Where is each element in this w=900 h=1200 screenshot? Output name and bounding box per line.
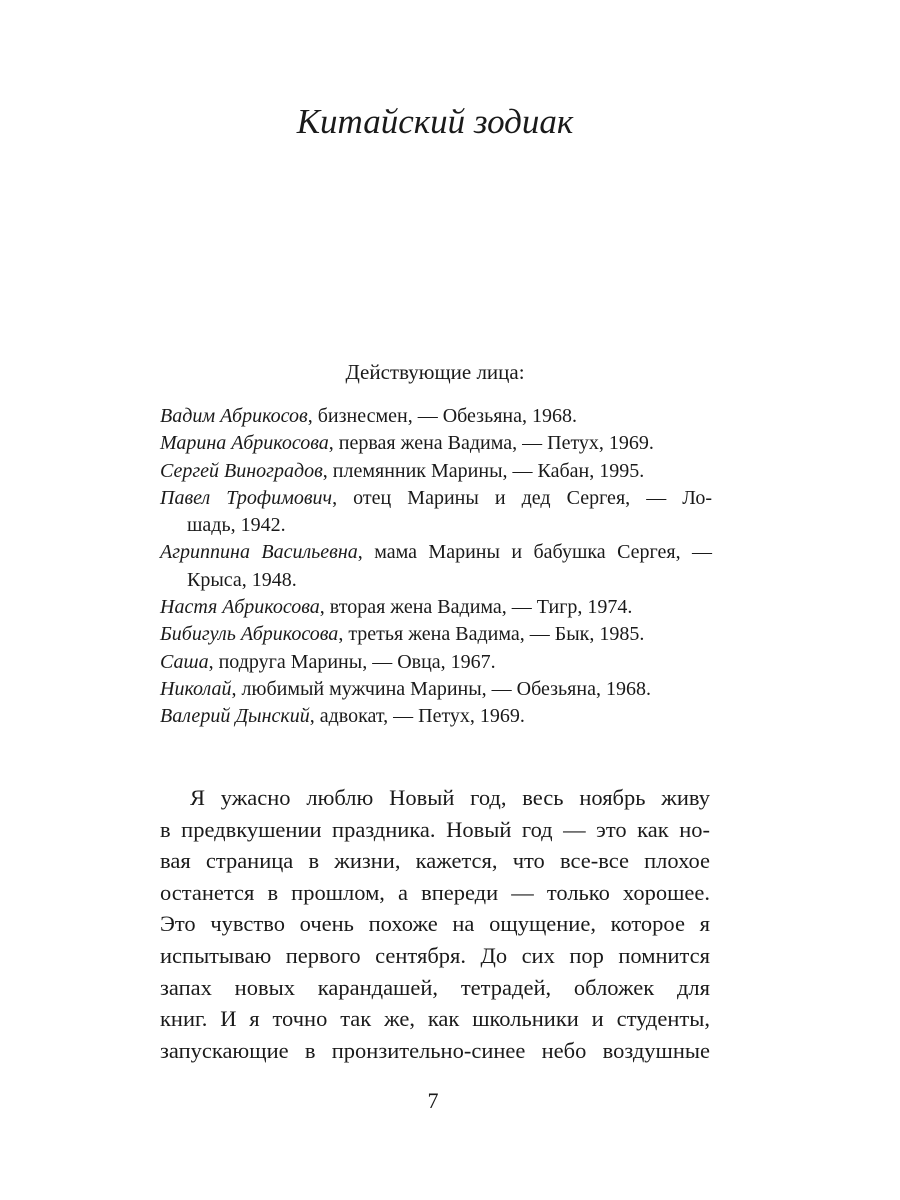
cast-description: , отец Марины и дед Сергея, — Ло-: [332, 486, 712, 509]
cast-description: , мама Марины и бабушка Сергея, —: [357, 541, 713, 564]
cast-entry: [160, 649, 712, 676]
paragraph-line: Я ужасно люблю Новый год, весь ноябрь живу: [190, 785, 710, 810]
cast-entry: [160, 676, 712, 703]
cast-entry: [160, 458, 712, 485]
cast-description: , адвокат, — Петух, 1969.: [309, 705, 525, 728]
page-number: 7: [427, 1088, 439, 1113]
cast-description: , любимый мужчина Марины, — Обезьяна, 1968.: [231, 677, 651, 700]
cast-name: Валерий Дынский: [160, 705, 310, 728]
cast-name: Марина Абрикосова: [160, 432, 329, 455]
paragraph-line: вая страница в жизни, кажется, что все-все плохое: [160, 848, 710, 874]
cast-list: [160, 403, 712, 731]
paragraph-line: запускающие в пронзительно-синее небо воздушные: [160, 1037, 710, 1063]
body-paragraph: [160, 782, 710, 1066]
cast-entry: [160, 539, 712, 566]
cast-name: Вадим Абрикосов: [160, 405, 308, 427]
paragraph-line: в предвкушении праздника. Новый год — это как но-: [160, 816, 710, 842]
cast-description: , первая жена Вадима, — Петух, 1969.: [328, 432, 654, 455]
cast-entry: [160, 485, 712, 512]
cast-entry-continuation: шадь, 1942.: [187, 514, 286, 537]
cast-description: , третья жена Вадима, — Бык, 1985.: [338, 623, 645, 646]
cast-description: , подруга Марины, — Овца, 1967.: [208, 650, 496, 673]
cast-entry: [160, 430, 712, 457]
cast-entry: [160, 594, 712, 621]
cast-description: , племянник Марины, — Кабан, 1995.: [322, 459, 645, 482]
paragraph-line: останется в прошлом, а впереди — только хорошее.: [160, 879, 710, 905]
cast-entry: [160, 403, 712, 430]
cast-name: Сергей Виноградов: [160, 459, 323, 482]
cast-name: Павел Трофимович: [160, 486, 333, 509]
cast-name: Саша: [160, 650, 209, 673]
cast-entry: [160, 703, 712, 730]
cast-entry-continuation: Крыса, 1948.: [187, 568, 297, 591]
cast-name: Николай: [160, 677, 232, 700]
cast-name: Бибигуль Абрикосова: [160, 623, 339, 646]
cast-name: Агриппина Васильевна: [160, 541, 358, 564]
paragraph-line: книг. И я точно так же, как школьники и студенты,: [160, 1006, 710, 1032]
paragraph-line: Это чувство очень похоже на ощущение, которое я: [160, 911, 710, 937]
cast-description: , бизнесмен, — Обезьяна, 1968.: [307, 405, 577, 427]
cast-heading: Действующие лица:: [345, 360, 525, 384]
chapter-title: Китайский зодиак: [296, 102, 574, 141]
paragraph-line: испытываю первого сентября. До сих пор помнится: [160, 942, 710, 968]
cast-entry: [160, 621, 712, 648]
cast-description: , вторая жена Вадима, — Тигр, 1974.: [319, 596, 633, 619]
cast-name: Настя Абрикосова: [160, 596, 320, 619]
paragraph-line: запах новых карандашей, тетрадей, обложек для: [160, 974, 710, 1000]
